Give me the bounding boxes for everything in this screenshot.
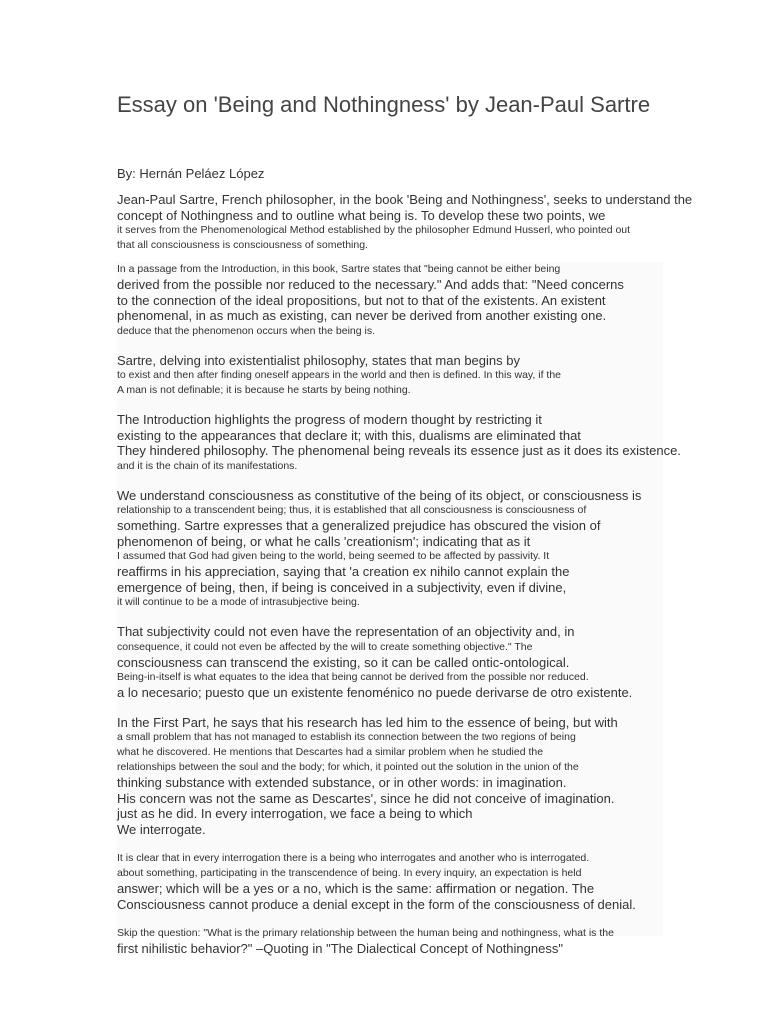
text-line: Sartre, delving into existentialist philosophy, states that man begins by bbox=[117, 352, 520, 368]
text-line: Skip the question: "What is the primary relationship between the human being and nothingness, what is the bbox=[117, 927, 614, 939]
text-line: it serves from the Phenomenological Method established by the philosopher Edmund Husserl, who pointed out bbox=[117, 224, 631, 236]
text-line: Consciousness cannot produce a denial except in the form of the consciousness of denial. bbox=[117, 896, 636, 912]
paragraph bbox=[117, 488, 663, 611]
text-line: The Introduction highlights the progress of modern thought by restricting it bbox=[117, 412, 542, 427]
text-line: it will continue to be a mode of intrasubjective being. bbox=[117, 596, 360, 608]
paragraph bbox=[117, 353, 663, 399]
text-line: to the connection of the ideal propositions, but not to that of the existents. An existent bbox=[117, 292, 606, 308]
text-line: answer; which will be a yes or a no, which is the same: affirmation or negation. The bbox=[117, 881, 595, 896]
text-line: consciousness can transcend the existing, so it can be called ontic-ontological. bbox=[117, 654, 570, 670]
text-line: It is clear that in every interrogation there is a being who interrogates and another who is interrogated. bbox=[117, 852, 590, 864]
text-line: relationship to a transcendent being; thus, it is established that all consciousness is consciousness of bbox=[117, 504, 587, 516]
text-line: thinking substance with extended substance, or in other words: in imagination. bbox=[117, 775, 567, 790]
text-line: a lo necesario; puesto que un existente fenoménico no puede derivarse de otro existente. bbox=[117, 685, 633, 700]
text-line: what he discovered. He mentions that Descartes had a similar problem when he studied the bbox=[117, 746, 544, 758]
text-line: We understand consciousness as constitutive of the being of its object, or consciousness is bbox=[117, 487, 642, 503]
text-line: They hindered philosophy. The phenomenal being reveals its essence just as it does its existence. bbox=[117, 443, 681, 458]
text-line: consequence, it could not even be affected by the will to create something objective." The bbox=[117, 640, 533, 653]
text-line: to exist and then after finding oneself appears in the world and then is defined. In this way, if the bbox=[117, 369, 561, 381]
text-line: relationships between the soul and the body; for which, it pointed out the solution in the union of the bbox=[117, 761, 579, 773]
text-line: His concern was not the same as Descartes', since he did not conceive of imagination. bbox=[117, 790, 615, 806]
text-line: derived from the possible nor reduced to the necessary." And adds that: "Need concerns bbox=[117, 277, 624, 292]
text-line: Jean-Paul Sartre, French philosopher, in the book 'Being and Nothingness', seeks to understand the bbox=[117, 192, 693, 207]
text-line: about something, participating in the transcendence of being. In every inquiry, an expectation is held bbox=[117, 867, 582, 879]
text-line: That subjectivity could not even have the representation of an objectivity and, in bbox=[117, 624, 575, 639]
text-line: In the First Part, he says that his research has led him to the essence of being, but with bbox=[117, 714, 618, 730]
text-line: emergence of being, then, if being is conceived in a subjectivity, even if divine, bbox=[117, 579, 567, 595]
text-line: In a passage from the Introduction, in this book, Sartre states that "being cannot be either being bbox=[117, 263, 561, 275]
paragraph bbox=[117, 412, 681, 474]
text-line: phenomenon of being, or what he calls 'creationism'; indicating that as it bbox=[117, 533, 531, 549]
text-line: reaffirms in his appreciation, saying that 'a creation ex nihilo cannot explain the bbox=[117, 564, 570, 579]
text-line: first nihilistic behavior?" –Quoting in "The Dialectical Concept of Nothingness" bbox=[117, 941, 563, 956]
essay-body bbox=[117, 262, 681, 956]
text-line: phenomenal, in as much as existing, can never be derived from another existing one. bbox=[117, 308, 607, 323]
paragraph bbox=[117, 715, 663, 838]
text-line: concept of Nothingness and to outline what being is. To develop these two points, we bbox=[117, 207, 606, 223]
text-line: something. Sartre expresses that a generalized prejudice has obscured the vision of bbox=[117, 518, 601, 533]
text-line: a small problem that has not managed to establish its connection between the two regions of being bbox=[117, 731, 576, 743]
page-title: Essay on 'Being and Nothingness' by Jean-Paul Sartre bbox=[117, 92, 651, 117]
text-line: and it is the chain of its manifestations. bbox=[117, 459, 298, 472]
intro-paragraph bbox=[117, 192, 717, 253]
text-line: existing to the appearances that declare it; with this, dualisms are eliminated that bbox=[117, 427, 581, 443]
author-byline: By: Hernán Peláez López bbox=[117, 166, 265, 181]
paragraph bbox=[117, 851, 663, 912]
text-line: Being-in-itself is what equates to the idea that being cannot be derived from the possible nor reduced. bbox=[117, 671, 589, 683]
paragraph bbox=[117, 926, 663, 957]
paragraph bbox=[117, 262, 663, 339]
text-line: that all consciousness is consciousness of something. bbox=[117, 239, 368, 251]
text-line: I assumed that God had given being to the world, being seemed to be affected by passivity. It bbox=[117, 550, 550, 562]
paragraph bbox=[117, 624, 663, 701]
text-line: We interrogate. bbox=[117, 821, 206, 837]
text-line: deduce that the phenomenon occurs when the being is. bbox=[117, 324, 376, 337]
text-line: just as he did. In every interrogation, we face a being to which bbox=[117, 806, 473, 821]
text-line: A man is not definable; it is because he starts by being nothing. bbox=[117, 384, 411, 396]
